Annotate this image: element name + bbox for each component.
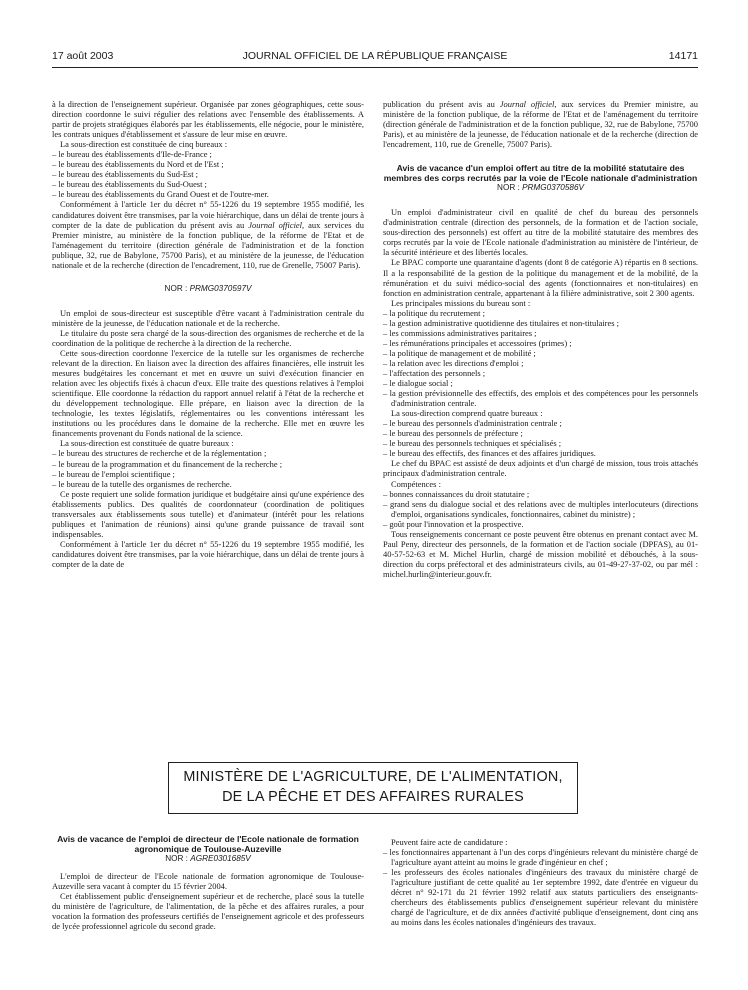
- list-item: – le bureau de l'emploi scientifique ;: [52, 468, 175, 479]
- list-item: – le bureau de la programmation et du financement de la recherche ;: [52, 458, 283, 469]
- candidate-list: [383, 847, 698, 927]
- list-item: – la gestion administrative quotidienne des titulaires et non-titulaires ;: [383, 317, 619, 328]
- paragraph: La sous-direction comprend quatre bureaux :: [391, 408, 543, 419]
- list-item: – les rémunérations principales et accessoires (primes) ;: [383, 337, 572, 348]
- notice-heading: Avis de vacance de l'emploi de directeur de l'Ecole nationale de formation agronomique de Toulouse-Auzeville: [57, 834, 359, 854]
- bureau-list: [52, 149, 364, 199]
- paragraph: Un emploi de sous-directeur est susceptible d'être vacant à l'administration centrale du ministère de la jeunesse, de l'éducation nationale et de la recherche.: [52, 307, 364, 328]
- list-item: – le bureau des personnels de préfecture ;: [383, 428, 523, 439]
- journal-title: JOURNAL OFFICIEL DE LA RÉPUBLIQUE FRANÇAISE: [242, 50, 508, 62]
- paragraph: Conformément à l'article 1er du décret n° 55-1226 du 19 septembre 1955 modifié, les candidatures doivent être transmises, par la voie hiérarchique, dans un délai de trente jours à compter de la date de: [52, 538, 364, 569]
- paragraph: L'emploi de directeur de l'Ecole nationale de formation agronomique de Toulouse-Auzeville sera vacant à compter du 15 février 2004.: [52, 871, 364, 892]
- paragraph: Cet établissement public d'enseignement supérieur et de recherche, placé sous la tutelle du ministère de l'agriculture, de l'alimentation, de la pêche et des affaires rurales, a pour vocation la formation des professeurs certifiés de l'enseignement agricole et des professeurs de lycée professionnel agricole du second grade.: [52, 891, 364, 932]
- header-rule: [52, 67, 698, 68]
- ministry-heading-box: [168, 762, 578, 814]
- list-item: – le dialogue social ;: [383, 378, 453, 389]
- paragraph: Conformément à l'article 1er du décret n° 55-1226 du 19 septembre 1955 modifié, les candidatures doivent être transmises, par la voie hiérarchique, dans un délai de trente jours à compter de la date de publication du présent avis au Journal officiel, aux services du Premier ministre, au ministère de la fonction publique, de la réforme de l'Etat et de l'aménagement du territoire (direction générale de l'administration et de la fonction publique, 32, rue de Babylone, 75700 Paris), et au ministère de la jeunesse, de l'éducation nationale et de la recherche (direction de l'encadrement, 110, rue de Grenelle, 75007 Paris).: [52, 199, 364, 270]
- nor-code: AGRE0301685V: [190, 854, 251, 863]
- list-item: – le bureau des établissements du Grand Ouest et de l'outre-mer.: [52, 189, 269, 200]
- list-item: – le bureau des établissements du Sud-Ouest ;: [52, 179, 207, 190]
- list-item: – grand sens du dialogue social et des relations avec de multiples interlocuteurs (directions d'emploi, organisations syndicales, fonctionnaires, cabinet du ministre) ;: [383, 498, 698, 519]
- right-column-top: [383, 99, 698, 579]
- paragraph: La sous-direction est constituée de cinq bureaux :: [60, 139, 228, 150]
- list-item: – les fonctionnaires appartenant à l'un des corps d'ingénieurs relevant du ministère chargé de l'agriculture ayant atteint au moins le grade d'ingénieur en chef ;: [383, 847, 698, 868]
- list-item: – le bureau des personnels d'administration centrale ;: [383, 418, 562, 429]
- right-column-bottom: [383, 837, 698, 927]
- list-item: – les professeurs des écoles nationales d'ingénieurs des travaux du ministère chargé de l'agriculture justifiant de cette qualité au 1er septembre 1992, date d'entrée en vigueur du décret n° 92-171 du 21 février 1992 relatif aux statuts particuliers des enseignants-chercheurs des établissements publics d'enseignement supérieur relevant du ministère chargé de l'agriculture, et de dix années d'activité publique d'enseignement, dont cinq ans au moins dans les écoles nationales d'ingénieurs des travaux.: [383, 867, 698, 928]
- paragraph: Le chef du BPAC est assisté de deux adjoints et d'un chargé de mission, tous trois attachés principaux d'administration centrale.: [383, 458, 698, 479]
- journal-ref: Journal officiel: [499, 99, 555, 109]
- notice-heading: Avis de vacance d'un emploi offert au titre de la mobilité statutaire des membres des corps recrutés par la voie de l'Ecole nationale d'administration: [383, 163, 698, 184]
- list-item: – les commissions administratives paritaires ;: [383, 327, 537, 338]
- paragraph: Ce poste requiert une solide formation juridique et budgétaire ainsi qu'une expérience des établissements publics. Des qualités de coordonnateur (coordination de politiques transversales aux établissements sous tutelle) et d'animateur (intérêt pour les relations publiques et l'animation de réunions) ainsi qu'une grande puissance de travail sont indispensables.: [52, 488, 364, 539]
- list-item: – l'affectation des personnels ;: [383, 367, 486, 378]
- journal-ref: Journal officiel: [248, 219, 302, 230]
- paragraph: La sous-direction est constituée de quatre bureaux :: [60, 438, 234, 449]
- list-item: – la relation avec les directions d'emploi ;: [383, 357, 524, 368]
- paragraph: publication du présent avis au Journal officiel, aux services du Premier ministre, au ministère de la fonction publique, de la réforme de l'Etat et de l'aménagement du territoire (direction générale de l'administration et de la fonction publique, 32, rue de Babylone, 75700 Paris), et au ministère de la jeunesse, de l'éducation nationale et de la recherche (direction de l'encadrement, 110, rue de Grenelle, 75007 Paris).: [383, 99, 699, 150]
- bureau-list: [52, 448, 364, 488]
- list-item: – goût pour l'innovation et la prospective.: [383, 518, 524, 529]
- paragraph: Compétences :: [391, 478, 441, 489]
- page-header: [52, 50, 698, 66]
- nor-reference: NOR : AGRE0301685V: [165, 854, 251, 863]
- nor-code: PRMG0370586V: [522, 183, 584, 193]
- list-item: – le bureau des structures de recherche et de la réglementation ;: [52, 448, 267, 459]
- ministry-line-1: MINISTÈRE DE L'AGRICULTURE, DE L'ALIMENTATION,: [183, 769, 563, 785]
- ministry-line-2: DE LA PÊCHE ET DES AFFAIRES RURALES: [222, 789, 524, 805]
- list-item: – bonnes connaissances du droit statutaire ;: [383, 488, 530, 499]
- list-item: – le bureau de la tutelle des organismes de recherche.: [52, 478, 232, 489]
- list-item: – le bureau des établissements d'Ile-de-France ;: [52, 149, 212, 160]
- paragraph: Le titulaire du poste sera chargé de la sous-direction des organismes de recherche et de la coordination de la politique de recherche à la direction de la recherche.: [52, 327, 364, 348]
- list-item: – le bureau des établissements du Nord et de l'Est ;: [52, 159, 224, 170]
- mission-list: [383, 308, 698, 408]
- left-column-bottom: [52, 834, 364, 931]
- list-item: – le bureau des personnels techniques et spécialisés ;: [383, 438, 562, 449]
- bureau-list: [383, 418, 698, 458]
- list-item: – la gestion prévisionnelle des effectifs, des emplois et des compétences pour les personnels d'administration centrale.: [383, 388, 698, 409]
- list-item: – le bureau des établissements du Sud-Est ;: [52, 169, 198, 180]
- paragraph: Le BPAC comporte une quarantaine d'agents (dont 8 de catégorie A) répartis en 8 sections. Il a la responsabilité de la gestion de la politique du management et de la mobilité, de la rémunération et du suivi médico-social des agents (fonctionnaires et non-titulaires) en fonction en administration centrale, appartenant à la filière administrative, soit 2 300 agents.: [383, 257, 698, 298]
- paragraph: à la direction de l'enseignement supérieur. Organisée par zones géographiques, cette sous-direction coordonne le suivi régulier des relations avec l'ensemble des établissements. A partir de projets stratégiques élaborés par les établissements, elle négocie, pour le ministère, les contrats uniques d'établissement et s'assure de leur mise en œuvre.: [52, 99, 364, 140]
- nor-reference: NOR : PRMG0370586V: [497, 183, 584, 193]
- nor-reference: NOR : PRMG0370597V: [164, 283, 252, 293]
- list-item: – le bureau des effectifs, des finances et des affaires juridiques.: [383, 448, 596, 459]
- paragraph: Les principales missions du bureau sont :: [391, 297, 531, 308]
- page-number: 14171: [668, 50, 698, 62]
- list-item: – la politique du recrutement ;: [383, 307, 485, 318]
- left-column-top: [52, 99, 364, 569]
- paragraph: Tous renseignements concernant ce poste peuvent être obtenus en prenant contact avec M. Paul Peny, directeur des personnels, de la formation et de l'action sociale (DPFAS), au 01-40-57-52-63 et M. Michel Hurlin, chargé de mission mobilité et débouchés, à la sous-direction du corps préfectoral et des administrateurs civils, au 01-49-27-37-02, ou par mél : michel.hurlin@interieur.gouv.fr.: [383, 528, 698, 579]
- issue-date: 17 août 2003: [52, 50, 114, 62]
- competence-list: [383, 489, 698, 529]
- nor-code: PRMG0370597V: [189, 283, 252, 293]
- paragraph: Peuvent faire acte de candidature :: [391, 837, 508, 847]
- paragraph: Un emploi d'administrateur civil en qualité de chef du bureau des personnels d'administration centrale (direction des personnels, de la formation et de l'action sociale, sous-direction des personnels) est offert au titre de la mobilité statutaire des membres des corps recrutés par la voie de l'Ecole nationale d'administration au ministère de l'intérieur, de la sécurité intérieure et des libertés locales.: [383, 207, 698, 258]
- list-item: – la politique de management et de mobilité ;: [383, 347, 536, 358]
- paragraph: Cette sous-direction coordonne l'exercice de la tutelle sur les organismes de recherche relevant de la direction. En liaison avec la direction des affaires financières, elle instruit les mesures budgétaires les concernant et met en œuvre un suivi d'exécution financier en relation avec les objectifs fixés à chacun d'eux. Elle traite des questions relatives à l'emploi scientifique. Elle coordonne la rédaction du rapport annuel relatif à l'état de la recherche et du développement technologique. Elle prépare, en liaison avec la direction de la technologie, les textes législatifs, réglementaires ou les conventions intéressant les institutions ou les procédures dans le domaine de la recherche. Elle met en œuvre les financements provenant du Fonds national de la science.: [52, 347, 364, 439]
